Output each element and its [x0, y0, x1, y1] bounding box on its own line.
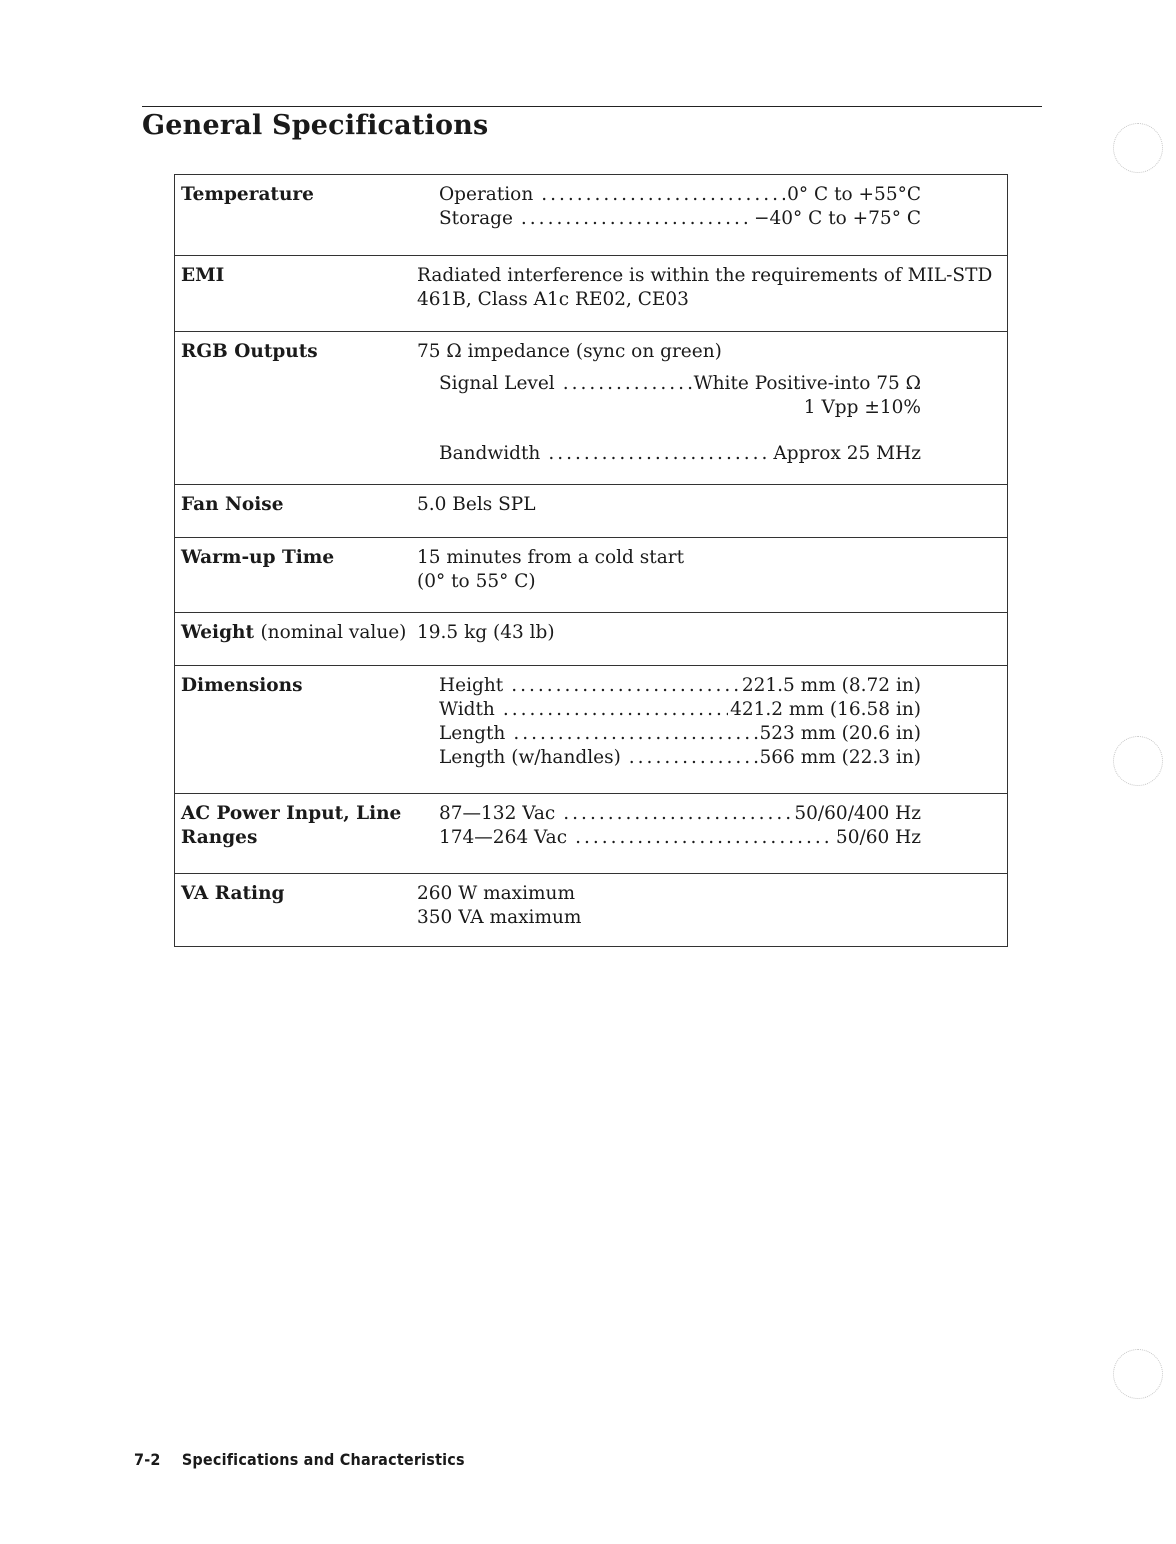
spec-leader-line: 174—264 Vac ..... 50/60 Hz — [439, 826, 921, 850]
page-number: 7-2 — [134, 1450, 161, 1469]
spec-value: Radiated interference is within the requirements of MIL-STD — [417, 265, 993, 286]
punch-hole — [1113, 736, 1163, 786]
spec-row-weight — [175, 612, 1007, 665]
spec-label: Dimensions — [181, 675, 303, 696]
spec-row-va-rating — [175, 873, 1007, 946]
punch-hole — [1113, 123, 1163, 173]
spec-table — [174, 174, 1008, 947]
spec-leader-line: Signal Level ..... White Positive-into 75 Ω — [439, 372, 921, 396]
spec-leader-line: Bandwidth ..... Approx 25 MHz — [439, 442, 921, 466]
spec-label: VA Rating — [181, 883, 285, 904]
spec-row-fan-noise — [175, 484, 1007, 537]
spec-leader-line: Operation ..... 0° C to +55°C — [439, 183, 921, 207]
spec-value: 260 W maximum — [417, 883, 576, 904]
spec-value: 19.5 kg (43 lb) — [417, 622, 555, 643]
spec-label: Fan Noise — [181, 494, 284, 515]
spec-value: 350 VA maximum — [417, 907, 582, 928]
spec-label: AC Power Input, Line Ranges — [181, 803, 402, 848]
spec-leader-line: Length ..... 523 mm (20.6 in) — [439, 722, 921, 746]
spec-label: EMI — [181, 265, 225, 286]
spec-leader-line: Height ..... 221.5 mm (8.72 in) — [439, 674, 921, 698]
spec-value: 5.0 Bels SPL — [417, 494, 536, 515]
spec-leader-line: Length (w/handles) ..... 566 mm (22.3 in) — [439, 746, 921, 770]
spec-value: 15 minutes from a cold start — [417, 547, 685, 568]
spec-value: (0° to 55° C) — [417, 571, 536, 592]
spec-label: RGB Outputs — [181, 341, 318, 362]
spec-label: Temperature — [181, 184, 314, 205]
spec-label: Weight (nominal value) — [181, 622, 407, 643]
spec-label: Warm-up Time — [181, 547, 335, 568]
page-footer — [134, 1450, 465, 1469]
spec-value: 75 Ω impedance (sync on green) — [417, 341, 722, 362]
top-rule — [142, 106, 1042, 107]
spec-leader-line: Storage ..... −40° C to +75° C — [439, 207, 921, 231]
spec-value: 1 Vpp ±10% — [803, 397, 921, 418]
spec-row-dimensions — [175, 665, 1007, 793]
section-title: Specifications and Characteristics — [181, 1450, 465, 1469]
spec-row-rgb-outputs — [175, 331, 1007, 484]
spec-leader-line: Width ..... 421.2 mm (16.58 in) — [439, 698, 921, 722]
spec-row-emi — [175, 255, 1007, 331]
page-title: General Specifications — [142, 110, 489, 141]
spec-row-ac-power-input — [175, 793, 1007, 873]
spec-row-temperature — [175, 175, 1007, 255]
punch-hole — [1113, 1349, 1163, 1399]
spec-leader-line: 87—132 Vac ..... 50/60/400 Hz — [439, 802, 921, 826]
spec-value: 461B, Class A1c RE02, CE03 — [417, 289, 689, 310]
spec-row-warm-up-time — [175, 537, 1007, 612]
